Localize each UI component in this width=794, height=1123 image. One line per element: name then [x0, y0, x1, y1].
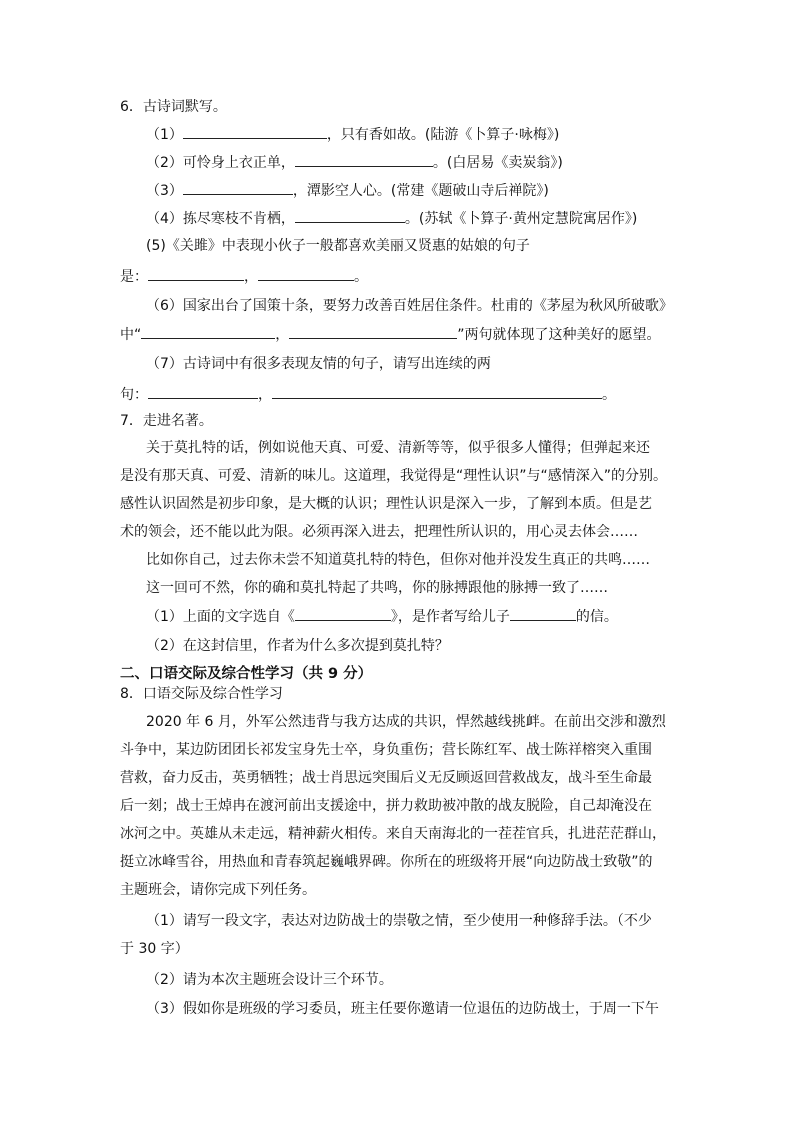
q8-sub-1-line1: （1）请写一段文字，表达对边防战士的崇敬之情，至少使用一种修辞手法。（不少 — [146, 913, 652, 929]
q6-item-4-suffix: 。(苏轼《卜算子·黄州定慧院寓居作》) — [404, 211, 638, 227]
q8-sub-3: （3）假如你是班级的学习委员，班主任要你邀请一位退伍的边防战士，于周一下午 — [146, 1001, 659, 1017]
q7-sub-2: （2）在这封信里，作者为什么多次提到莫扎特？ — [146, 638, 449, 654]
section-heading: 二、口语交际及综合性学习（共 9 分） — [120, 666, 373, 682]
q8-sub-2: （2）请为本次主题班会设计三个环节。 — [146, 972, 393, 988]
answer-blank[interactable] — [272, 384, 602, 399]
q6-item-7-line2 — [120, 384, 616, 405]
answer-blank[interactable] — [148, 266, 244, 281]
q6-item-5-mid: ， — [244, 269, 258, 285]
q6-item-2-prefix: （2）可怜身上衣正单， — [146, 155, 295, 171]
answer-blank[interactable] — [295, 152, 433, 167]
q7-sub-1-mid: 》，是作者写给儿子 — [390, 609, 510, 625]
answer-blank[interactable] — [510, 606, 576, 621]
q6-item-6-suffix: ”两句就体现了这种美好的愿望。 — [457, 327, 661, 343]
answer-blank[interactable] — [183, 180, 293, 195]
q6-item-3-suffix: ，潭影空人心。(常建《题破山寺后禅院》) — [292, 183, 549, 199]
q7-title: 7．走进名著。 — [120, 413, 213, 429]
q6-item-5-suffix: 。 — [354, 269, 368, 285]
q6-item-1-prefix: （1） — [146, 127, 183, 143]
q7-passage-line: 感性认识固然是初步印象，是大概的认识；理性认识是深入一步，了解到本质。但是艺 — [120, 496, 652, 512]
answer-blank[interactable] — [183, 124, 327, 139]
q8-passage-line: 冰河之中。英雄从未走远，精神薪火相传。来自天南海北的一茬茬官兵，扎进茫茫群山， — [120, 826, 666, 842]
q8-sub-1-line2: 于 30 字） — [120, 941, 189, 957]
q6-item-7-prefix: 句： — [120, 387, 148, 403]
q8-passage-line: 斗争中，某边防团团长祁发宝身先士卒，身负重伤；营长陈红军、战士陈祥榕突入重围 — [120, 742, 652, 758]
q6-item-1 — [146, 124, 559, 145]
q6-title: 6．古诗词默写。 — [120, 99, 227, 115]
q7-sub-1 — [146, 606, 618, 627]
answer-blank[interactable] — [295, 606, 391, 621]
answer-blank[interactable] — [141, 324, 275, 339]
q6-item-6-prefix: 中“ — [120, 327, 142, 343]
q6-item-6-line2 — [120, 324, 661, 345]
q7-passage-line: 是没有那天真、可爱、清新的味儿。这道理，我觉得是“理性认识”与“感情深入”的分别。 — [120, 468, 668, 484]
q6-item-3-prefix: （3） — [146, 183, 183, 199]
q6-item-1-suffix: ，只有香如故。(陆游《卜算子·咏梅》) — [326, 127, 560, 143]
answer-blank[interactable] — [148, 384, 258, 399]
q6-item-2 — [146, 152, 563, 173]
q7-passage-line: 关于莫扎特的话，例如说他天真、可爱、清新等等，似乎很多人懂得；但弹起来还 — [146, 440, 650, 456]
q8-passage-line: 2020 年 6 月，外军公然违背与我方达成的共识，悍然越线挑衅。在前出交涉和激烈 — [146, 714, 666, 730]
answer-blank[interactable] — [258, 266, 354, 281]
q8-passage-line: 挺立冰峰雪谷，用热血和青春筑起巍峨界碑。你所在的班级将开展“向边防战士致敬”的 — [120, 854, 653, 870]
q6-item-2-suffix: 。(白居易《卖炭翁》) — [432, 155, 563, 171]
q6-item-3 — [146, 180, 549, 201]
q7-passage-line: 比如你自己，过去你未尝不知道莫扎特的特色，但你对他并没发生真正的共鸣…… — [146, 552, 650, 568]
q6-item-5-line1: (5)《关雎》中表现小伙子一般都喜欢美丽又贤惠的姑娘的句子 — [146, 238, 530, 254]
q6-item-5-prefix: 是： — [120, 269, 148, 285]
q6-item-6-mid: ， — [275, 327, 290, 343]
answer-blank[interactable] — [289, 324, 457, 339]
q7-passage-line: 这一回可不然，你的确和莫扎特起了共鸣，你的脉搏跟他的脉搏一致了…… — [146, 580, 608, 596]
q7-sub-1-suffix: 的信。 — [575, 609, 618, 625]
q8-passage-line: 主题班会，请你完成下列任务。 — [120, 882, 316, 898]
q6-item-4 — [146, 208, 637, 229]
q6-item-4-prefix: （4）拣尽寒枝不肯栖， — [146, 211, 295, 227]
q6-item-6-line1: （6）国家出台了国策十条，要努力改善百姓居住条件。杜甫的《茅屋为秋风所破歌》 — [146, 298, 673, 314]
q8-title: 8．口语交际及综合性学习 — [120, 686, 283, 702]
answer-blank[interactable] — [295, 208, 405, 223]
q6-item-5-line2 — [120, 266, 368, 287]
q7-passage-line: 术的领会，还不能以此为限。必须再深入进去，把理性所认识的，用心灵去体会…… — [120, 524, 638, 540]
q6-item-7-line1: （7）古诗词中有很多表现友情的句子，请写出连续的两 — [146, 356, 491, 372]
q6-item-7-mid: ， — [258, 387, 272, 403]
q7-sub-1-prefix: （1）上面的文字选自《 — [146, 609, 295, 625]
q8-passage-line: 营救，奋力反击，英勇牺牲；战士肖思远突围后义无反顾返回营救战友，战斗至生命最 — [120, 770, 652, 786]
q8-passage-line: 后一刻；战士王焯冉在渡河前出支援途中，拼力救助被冲散的战友脱险，自己却淹没在 — [120, 798, 652, 814]
q6-item-7-suffix: 。 — [602, 387, 616, 403]
